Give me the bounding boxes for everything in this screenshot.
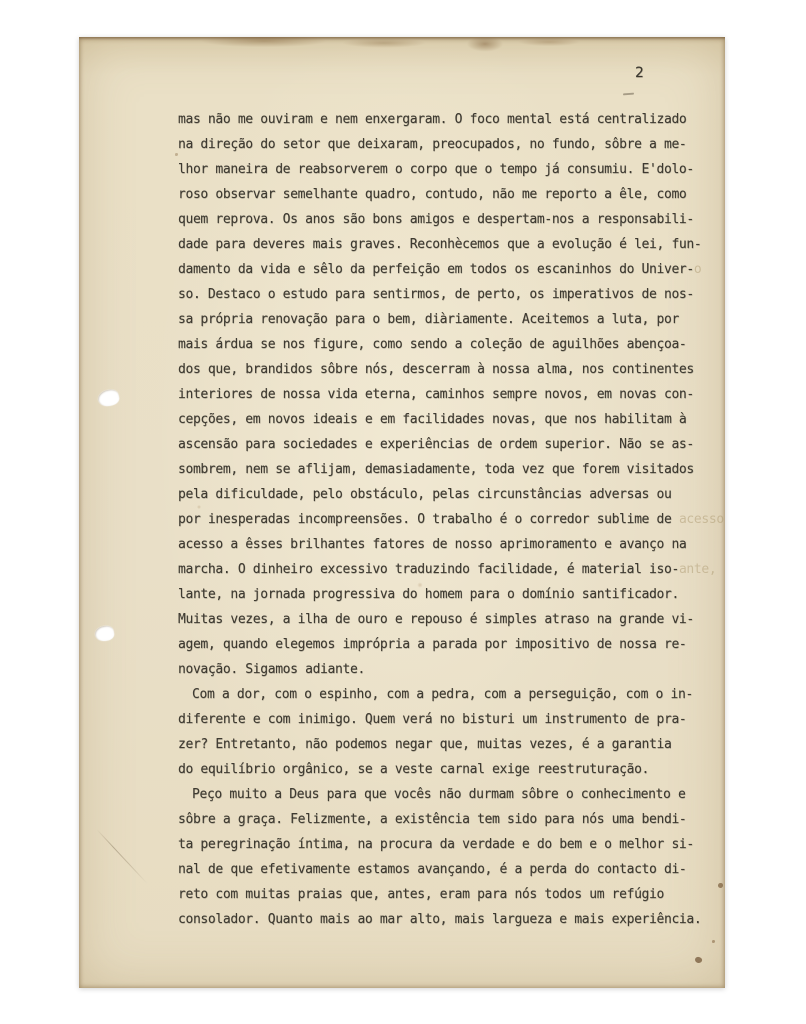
text-line xyxy=(178,282,718,307)
text-line xyxy=(178,882,718,907)
line-text: roso observar semelhante quadro, contudo, não me reporto a êle, como xyxy=(178,187,687,202)
text-line xyxy=(178,732,718,757)
text-line xyxy=(178,532,718,557)
text-line xyxy=(178,332,718,357)
ink-speck xyxy=(718,883,723,888)
line-text: Com a dor, com o espinho, com a pedra, com a perseguição, com o in- xyxy=(192,687,693,702)
line-text: ascensão para sociedades e experiências de ordem superior. Não se as- xyxy=(178,437,694,452)
page-number: 2 xyxy=(635,65,644,81)
text-line xyxy=(178,207,718,232)
line-text: mas não me ouviram e nem enxergaram. O foco mental está centralizado xyxy=(178,112,687,127)
faded-ghost-text: acesso xyxy=(678,512,724,527)
text-line xyxy=(178,707,718,732)
text-line xyxy=(178,107,718,132)
line-text: lhor maneira de reabsorverem o corpo que o tempo já consumiu. E'dolo- xyxy=(178,162,694,177)
ink-speck xyxy=(694,956,703,964)
text-line xyxy=(178,857,718,882)
text-line xyxy=(178,507,724,532)
line-text: lante, na jornada progressiva do homem para o domínio santificador. xyxy=(178,587,679,602)
crease-line xyxy=(96,829,147,884)
line-text: dade para deveres mais graves. Reconhècemos que a evolução é lei, fun- xyxy=(178,237,702,252)
line-text: ta peregrinação íntima, na procura da verdade e do bem e o melhor si- xyxy=(178,837,694,852)
line-text: diferente e com inimigo. Quem verá no bisturi um instrumento de pra- xyxy=(178,712,687,727)
text-line xyxy=(178,257,718,282)
line-text: reto com muitas praias que, antes, eram para nós todos um refúgio xyxy=(178,887,664,902)
line-text: mais árdua se nos figure, como sendo a coleção de aguilhões abençoa- xyxy=(178,337,687,352)
text-line xyxy=(178,457,718,482)
text-line xyxy=(178,432,718,457)
pencil-mark xyxy=(623,93,634,96)
line-text: novação. Sigamos adiante. xyxy=(178,662,365,677)
text-block xyxy=(178,107,724,932)
text-line xyxy=(178,357,718,382)
line-text: zer? Entretanto, não podemos negar que, muitas vezes, é a garantia xyxy=(178,737,672,752)
punch-hole-bottom xyxy=(94,624,115,642)
paper-sheet xyxy=(79,37,725,988)
text-line xyxy=(178,132,718,157)
line-text: Muitas vezes, a ilha de ouro e repouso é simples atraso na grande vi- xyxy=(178,612,694,627)
text-line xyxy=(178,607,718,632)
line-text: acesso a êsses brilhantes fatores de nosso aprimoramento e avanço na xyxy=(178,537,687,552)
ink-speck xyxy=(712,940,715,943)
line-text: quem reprova. Os anos são bons amigos e despertam-nos a responsabili- xyxy=(178,212,694,227)
text-line xyxy=(178,782,718,807)
text-line xyxy=(178,157,718,182)
line-text: Peço muito a Deus para que vocês não durmam sôbre o conhecimento e xyxy=(192,787,686,802)
text-line xyxy=(178,407,718,432)
line-text: por inesperadas incompreensões. O trabalho é o corredor sublime de xyxy=(178,512,679,527)
text-line xyxy=(178,682,718,707)
faded-ghost-text: ante, xyxy=(678,562,717,577)
text-line xyxy=(178,832,718,857)
line-text: sombrem, nem se aflijam, demasiadamente, toda vez que forem visitados xyxy=(178,462,694,477)
line-text: agem, quando elegemos imprópria a parada por impositivo de nossa re- xyxy=(178,637,687,652)
text-line xyxy=(178,757,718,782)
text-line xyxy=(178,632,718,657)
text-line xyxy=(178,907,718,932)
line-text: sa própria renovação para o bem, diàriamente. Aceitemos a luta, por xyxy=(178,312,679,327)
text-line xyxy=(178,232,718,257)
text-line xyxy=(178,182,718,207)
line-text: cepções, em novos ideais e em facilidades novas, que nos habilitam à xyxy=(178,412,687,427)
line-text: so. Destaco o estudo para sentirmos, de perto, os imperativos de nos- xyxy=(178,287,694,302)
line-text: dos que, brandidos sôbre nós, descerram à nossa alma, nos continentes xyxy=(178,362,694,377)
text-line xyxy=(178,657,718,682)
line-text: na direção do setor que deixaram, preocupados, no fundo, sôbre a me- xyxy=(178,137,687,152)
faded-ghost-text: o xyxy=(693,262,702,277)
text-line xyxy=(178,557,718,582)
text-line xyxy=(178,382,718,407)
line-text: nal de que efetivamente estamos avançando, é a perda do contacto di- xyxy=(178,862,687,877)
line-text: interiores de nossa vida eterna, caminhos sempre novos, em novas con- xyxy=(178,387,694,402)
line-text: consolador. Quanto mais ao mar alto, mais largueza e mais experiência. xyxy=(178,912,702,927)
line-text: do equilíbrio orgânico, se a veste carnal exige reestruturação. xyxy=(178,762,650,777)
punch-hole-top xyxy=(96,388,120,409)
text-line xyxy=(178,307,718,332)
line-text: sôbre a graça. Felizmente, a existência tem sido para nós uma bendi- xyxy=(178,812,687,827)
text-line xyxy=(178,807,718,832)
line-text: pela dificuldade, pelo obstáculo, pelas circunstâncias adversas ou xyxy=(178,487,672,502)
line-text: marcha. O dinheiro excessivo traduzindo facilidade, é material iso- xyxy=(178,562,679,577)
line-text: damento da vida e sêlo da perfeição em todos os escaninhos do Univer- xyxy=(178,262,694,277)
text-line xyxy=(178,482,718,507)
text-line xyxy=(178,582,718,607)
